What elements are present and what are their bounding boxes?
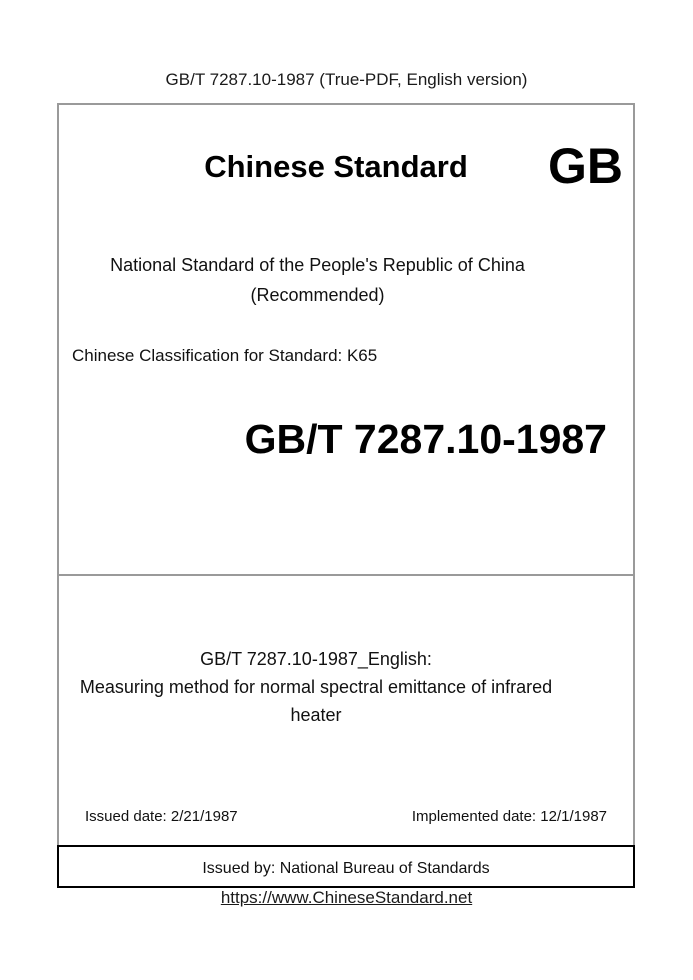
national-standard-line: National Standard of the People's Republic of China bbox=[110, 255, 525, 275]
gb-logo: GB bbox=[548, 138, 623, 194]
national-standard-block bbox=[59, 250, 576, 310]
cover-top-section bbox=[59, 105, 633, 576]
english-title-text: Measuring method for normal spectral emittance of infrared heater bbox=[79, 677, 553, 725]
dates-row bbox=[85, 808, 607, 825]
footer bbox=[0, 888, 693, 908]
standard-code: GB/T 7287.10-1987 bbox=[244, 416, 607, 462]
website-link[interactable]: https://www.ChineseStandard.net bbox=[220, 888, 473, 907]
issued-by-text: Issued by: National Bureau of Standards bbox=[202, 860, 490, 877]
recommended-line: (Recommended) bbox=[250, 285, 385, 305]
issued-by-box bbox=[57, 845, 635, 888]
document-header-line: GB/T 7287.10-1987 (True-PDF, English version) bbox=[165, 70, 528, 89]
cover-bottom-section bbox=[59, 576, 633, 845]
english-title-heading: GB/T 7287.10-1987_English: bbox=[200, 649, 432, 669]
classification-line: Chinese Classification for Standard: K65 bbox=[72, 346, 378, 365]
brand-title: Chinese Standard bbox=[204, 149, 468, 184]
issued-date: Issued date: 2/21/1987 bbox=[85, 808, 238, 825]
implemented-date: Implemented date: 12/1/1987 bbox=[411, 808, 607, 825]
english-title-block bbox=[59, 645, 573, 729]
cover-box bbox=[57, 103, 635, 845]
